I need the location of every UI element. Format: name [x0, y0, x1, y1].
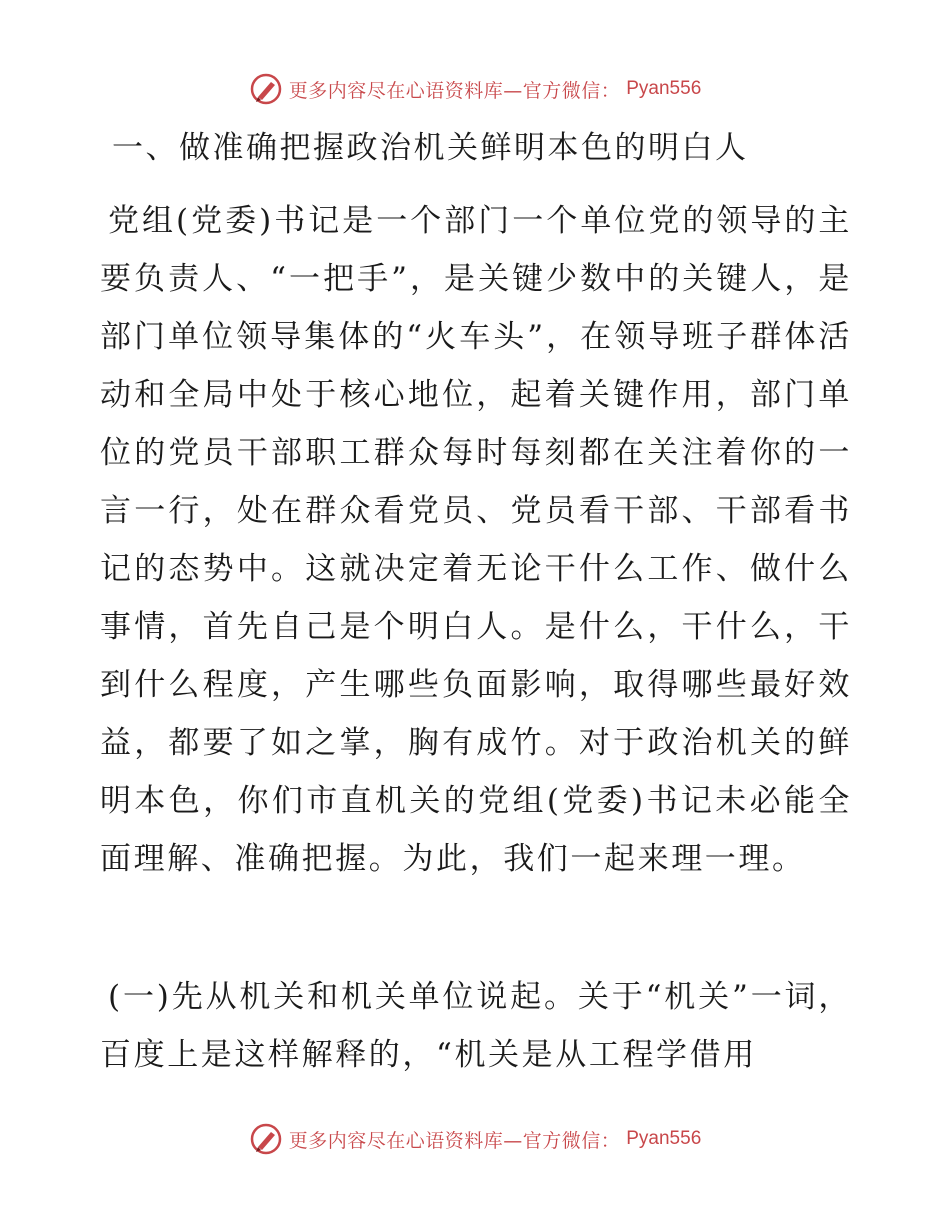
watermark-contact: Pyan556: [626, 1128, 702, 1149]
watermark-text: 更多内容尽在心语资料库—官方微信：: [288, 1129, 621, 1152]
watermark-text: 更多内容尽在心语资料库—官方微信：: [288, 79, 621, 102]
pen-logo-icon: [249, 1122, 283, 1156]
body-paragraph: (一)先从机关和机关单位说起。关于“机关”一词，百度上是这样解释的，“机关是从工程学借用: [100, 979, 852, 1073]
pen-logo-icon: [249, 72, 283, 106]
footer-watermark: [0, 1122, 950, 1156]
section-heading: 一、做准确把握政治机关鲜明本色的明白人: [112, 130, 749, 166]
body-paragraph: 党组(党委)书记是一个部门一个单位党的领导的主要负责人、“一把手”，是关键少数中的关键人，是部门单位领导集体的“火车头”，在领导班子群体活动和全局中处于核心地位，起着关键作用，部门单位的党员干部职工群众每时每刻都在关注着你的一言一行，处在群众看党员、党员看干部、干部看书记的态势中。这就决定着无论干什么工作、做什么事情，首先自己是个明白人。是什么，干什么，干到什么程度，产生哪些负面影响，取得哪些最好效益，都要了如之掌，胸有成竹。对于政治机关的鲜明本色，你们市直机关的党组(党委)书记未必能全面理解、准确把握。为此，我们一起来理一理。: [100, 203, 852, 877]
header-watermark: [0, 72, 950, 106]
watermark-contact: Pyan556: [626, 78, 702, 99]
